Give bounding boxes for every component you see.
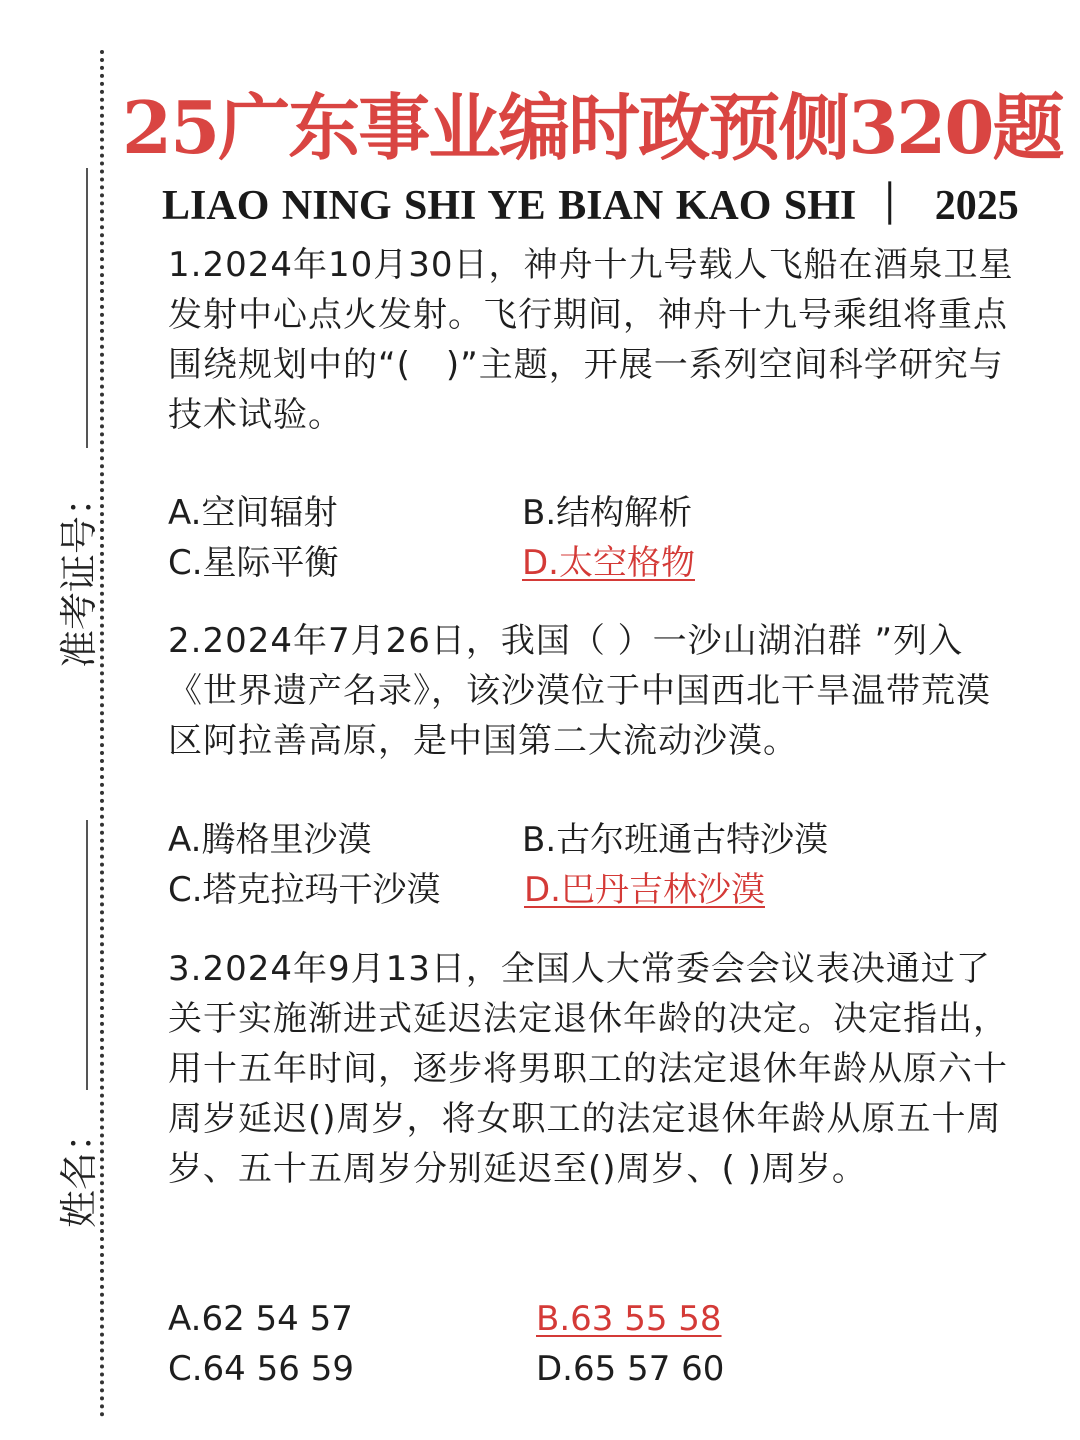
page-subtitle (162, 172, 1019, 232)
question-3-option-d[interactable]: D.65 57 60 (536, 1349, 725, 1389)
question-3-option-c[interactable]: C.64 56 59 (168, 1349, 354, 1389)
question-3-text: 3.2024年9月13日，全国人大常委会会议表决通过了关于实施渐进式延迟法定退休年龄的决定。决定指出，用十五年时间，逐步将男职工的法定退休年龄从原六十周岁延迟()周岁，将女职工的法定退休年龄从原五十周岁、五十五周岁分别延迟至()周岁、( )周岁。 (168, 949, 1008, 1189)
exam-id-label: 准考证号： (57, 477, 101, 668)
question-2-option-a[interactable]: A.腾格里沙漠 (168, 820, 372, 860)
question-2-option-c[interactable]: C.塔克拉玛干沙漠 (168, 870, 441, 910)
question-2-option-d-answer[interactable]: D.巴丹吉林沙漠 (524, 870, 765, 910)
name-label: 姓名： (57, 1113, 101, 1228)
question-1-option-c[interactable]: C.星际平衡 (168, 543, 339, 583)
question-3-option-b-answer[interactable]: B.63 55 58 (536, 1299, 722, 1339)
question-3-option-a[interactable]: A.62 54 57 (168, 1299, 353, 1339)
exam-id-underline (86, 168, 88, 448)
subtitle-text: LIAO NING SHI YE BIAN KAO SHI ｜ (162, 183, 911, 229)
page-title: 25广东事业编时政预侧320题 (122, 85, 1063, 170)
question-1-option-b[interactable]: B.结构解析 (522, 493, 693, 533)
name-underline (86, 820, 88, 1090)
question-2-option-b[interactable]: B.古尔班通古特沙漠 (522, 820, 829, 860)
question-1-option-a[interactable]: A.空间辐射 (168, 493, 338, 533)
question-2-text: 2.2024年7月26日，我国（ ）一沙山湖泊群 ”列入《世界遗产名录》，该沙漠位于中国西北干旱温带荒漠区阿拉善高原，是中国第二大流动沙漠。 (168, 621, 991, 761)
question-1-text: 1.2024年10月30日，神舟十九号载人飞船在酒泉卫星发射中心点火发射。飞行期间，神舟十九号乘组将重点围绕规划中的“( )”主题，开展一系列空间科学研究与技术试验。 (168, 245, 1014, 435)
question-1-option-d-answer[interactable]: D.太空格物 (522, 543, 695, 583)
subtitle-year: 2025 (934, 183, 1019, 229)
